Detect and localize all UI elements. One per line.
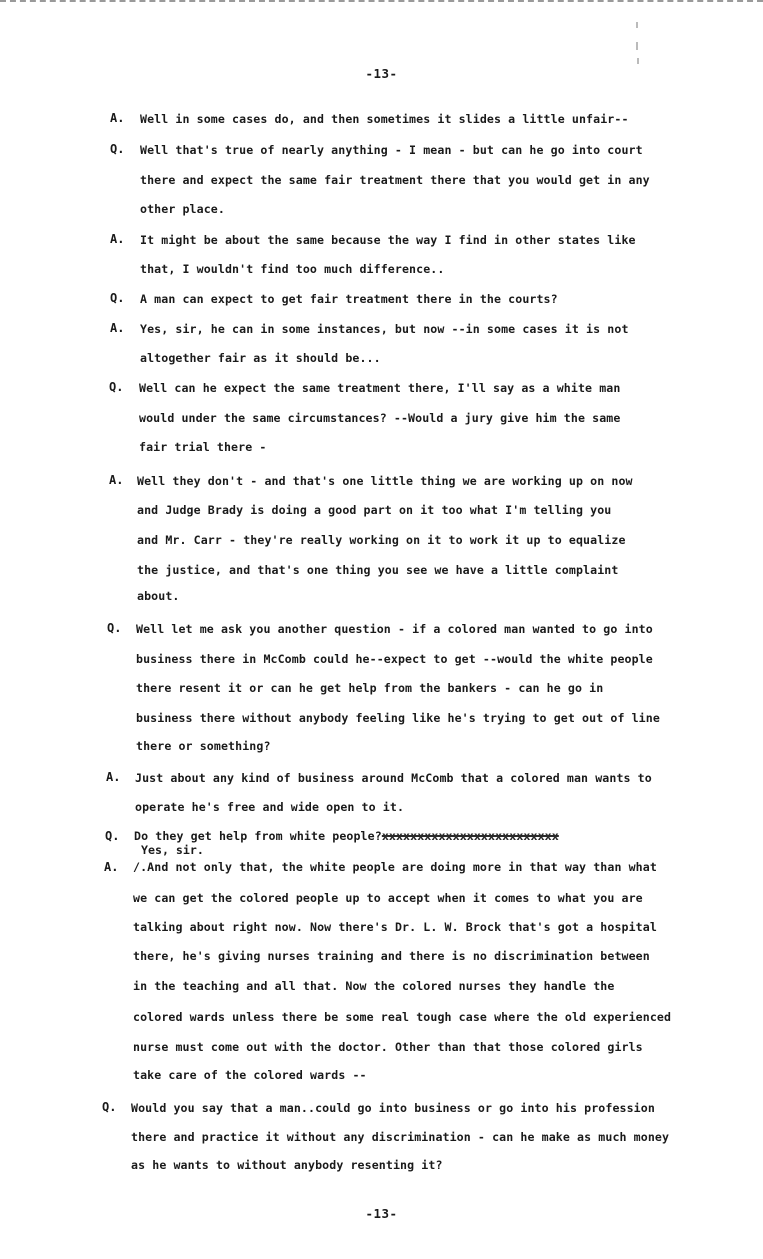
transcript-line: would under the same circumstances? --Would a jury give him the same <box>139 411 621 425</box>
speaker-label: A. <box>110 321 125 335</box>
transcript-line: A man can expect to get fair treatment there in the courts? <box>140 292 558 306</box>
struck-out-text: xxxxxxxxxxxxxxxxxxxxxxxxx <box>381 829 559 843</box>
transcript-line: Just about any kind of business around McComb that a colored man wants to <box>135 771 652 785</box>
transcript-line: business there without anybody feeling like he's trying to get out of line <box>136 711 660 725</box>
transcript-line: colored wards unless there be some real tough case where the old experienced <box>133 1010 672 1024</box>
transcript-line: altogether fair as it should be... <box>140 351 381 365</box>
transcript-line: and Mr. Carr - they're really working on it to work it up to equalize <box>137 533 626 547</box>
transcript-line: in the teaching and all that. Now the colored nurses they handle the <box>133 979 615 993</box>
page-top-border <box>0 0 763 2</box>
transcript-line: the justice, and that's one thing you see we have a little complaint <box>137 563 619 577</box>
transcript-line: Well that's true of nearly anything - I mean - but can he go into court <box>140 143 643 157</box>
transcript-line: Would you say that a man..could go into business or go into his profession <box>131 1101 655 1115</box>
transcript-line: take care of the colored wards -- <box>133 1068 367 1082</box>
transcript-line: Yes, sir, he can in some instances, but now --in some cases it is not <box>140 322 629 336</box>
scan-speckle <box>637 58 639 64</box>
transcript-line: /.And not only that, the white people are doing more in that way than what <box>133 860 657 874</box>
transcript-line: nurse must come out with the doctor. Other than that those colored girls <box>133 1040 643 1054</box>
speaker-label: A. <box>110 111 125 125</box>
scan-speckle <box>636 22 638 28</box>
transcript-line: there or something? <box>136 739 271 753</box>
scan-speckle <box>636 42 638 50</box>
transcript-line: Well in some cases do, and then sometimes it slides a little unfair-- <box>140 112 629 126</box>
inserted-reply: Yes, sir. <box>141 843 204 857</box>
transcript-line: there, he's giving nurses training and there is no discrimination between <box>133 949 650 963</box>
speaker-label: A. <box>109 473 124 487</box>
transcript-line: we can get the colored people up to accept when it comes to what you are <box>133 891 643 905</box>
speaker-label: Q. <box>105 829 120 843</box>
transcript-line: as he wants to without anybody resenting it? <box>131 1158 443 1172</box>
speaker-label: A. <box>110 232 125 246</box>
page-number-top: -13- <box>365 66 398 81</box>
transcript-line: there and expect the same fair treatment there that you would get in any <box>140 173 650 187</box>
transcript-line: operate he's free and wide open to it. <box>135 800 405 814</box>
speaker-label: A. <box>106 770 121 784</box>
transcript-line <box>134 829 559 843</box>
speaker-label: Q. <box>110 291 125 305</box>
transcript-line: that, I wouldn't find too much difference.. <box>140 262 445 276</box>
transcript-line: Well can he expect the same treatment there, I'll say as a white man <box>139 381 621 395</box>
transcript-line-text: Do they get help from white people? <box>134 829 382 843</box>
page-number-bottom: -13- <box>365 1206 398 1221</box>
speaker-label: Q. <box>110 142 125 156</box>
transcript-line: and Judge Brady is doing a good part on it too what I'm telling you <box>137 503 612 517</box>
transcript-line: talking about right now. Now there's Dr. L. W. Brock that's got a hospital <box>133 920 657 934</box>
transcript-line: Well they don't - and that's one little thing we are working up on now <box>137 474 633 488</box>
transcript-line: about. <box>137 589 180 603</box>
speaker-label: Q. <box>109 380 124 394</box>
transcript-line: business there in McComb could he--expect to get --would the white people <box>136 652 653 666</box>
speaker-label: Q. <box>102 1100 117 1114</box>
speaker-label: Q. <box>107 621 122 635</box>
transcript-line: there resent it or can he get help from the bankers - can he go in <box>136 681 604 695</box>
transcript-line: there and practice it without any discrimination - can he make as much money <box>131 1130 670 1144</box>
transcript-line: Well let me ask you another question - if a colored man wanted to go into <box>136 622 653 636</box>
transcript-line: other place. <box>140 202 225 216</box>
speaker-label: A. <box>104 860 119 874</box>
transcript-line: fair trial there - <box>139 440 267 454</box>
transcript-line: It might be about the same because the way I find in other states like <box>140 233 636 247</box>
